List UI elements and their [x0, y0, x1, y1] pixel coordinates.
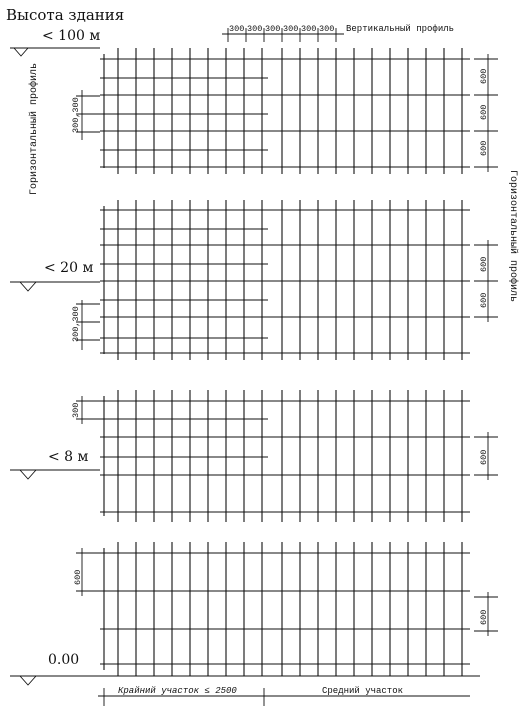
level-0 [10, 652, 100, 685]
left-dim-block3-text: 300 [71, 402, 81, 418]
left-dims-block4 [73, 548, 100, 596]
grid-section-1 [100, 48, 470, 174]
left-dims-block2 [71, 300, 100, 350]
diagram-title: Высота здания [6, 6, 125, 24]
grid-section-3 [100, 390, 470, 522]
level-8m [10, 449, 100, 479]
right-dims-block3 [474, 432, 498, 480]
right-dim-3: 600 [479, 449, 489, 465]
level-100m [10, 28, 100, 56]
level-8m-label: < 8 м [48, 449, 89, 465]
bottom-zone-dimension [98, 686, 470, 706]
left-dims-block1 [71, 90, 100, 140]
right-dim-4: 600 [479, 609, 489, 625]
top-dim-3: 300 [265, 24, 281, 34]
grid-section-2 [100, 200, 470, 360]
vertical-profile-label: Вертикальный профиль [346, 24, 455, 34]
grid-section-4 [40, 542, 480, 676]
left-dim-block2-text: 300,300 [71, 306, 81, 342]
right-dims-block4 [474, 592, 498, 636]
left-dims-block3 [71, 396, 100, 424]
top-dimension-chain [222, 24, 454, 42]
right-dim-1c: 600 [479, 140, 489, 156]
level-0-label: 0.00 [48, 652, 80, 668]
right-dim-2b: 600 [479, 292, 489, 308]
top-dim-2: 300 [247, 24, 263, 34]
horizontal-profile-label-right: Горизонтальный профиль [507, 170, 518, 303]
level-100m-label: < 100 м [42, 28, 101, 44]
level-20m-label: < 20 м [44, 260, 94, 276]
top-dim-5: 300 [301, 24, 317, 34]
right-dims-block1 [474, 54, 498, 172]
top-dim-1: 300 [229, 24, 245, 34]
left-dim-block4-text: 600 [73, 569, 83, 585]
horizontal-profile-label-left: Горизонтальный профиль [29, 62, 40, 195]
right-dims-block2 [474, 240, 498, 322]
top-dim-6: 300 [319, 24, 335, 34]
right-dim-2a: 600 [479, 256, 489, 272]
edge-zone-label: Крайний участок ≤ 2500 [118, 686, 237, 696]
right-dim-1b: 600 [479, 104, 489, 120]
right-dim-1a: 600 [479, 68, 489, 84]
top-dim-4: 300 [283, 24, 299, 34]
left-dim-block1-text: 300,300 [71, 97, 81, 133]
middle-zone-label: Средний участок [322, 686, 404, 696]
level-20m [10, 260, 100, 291]
